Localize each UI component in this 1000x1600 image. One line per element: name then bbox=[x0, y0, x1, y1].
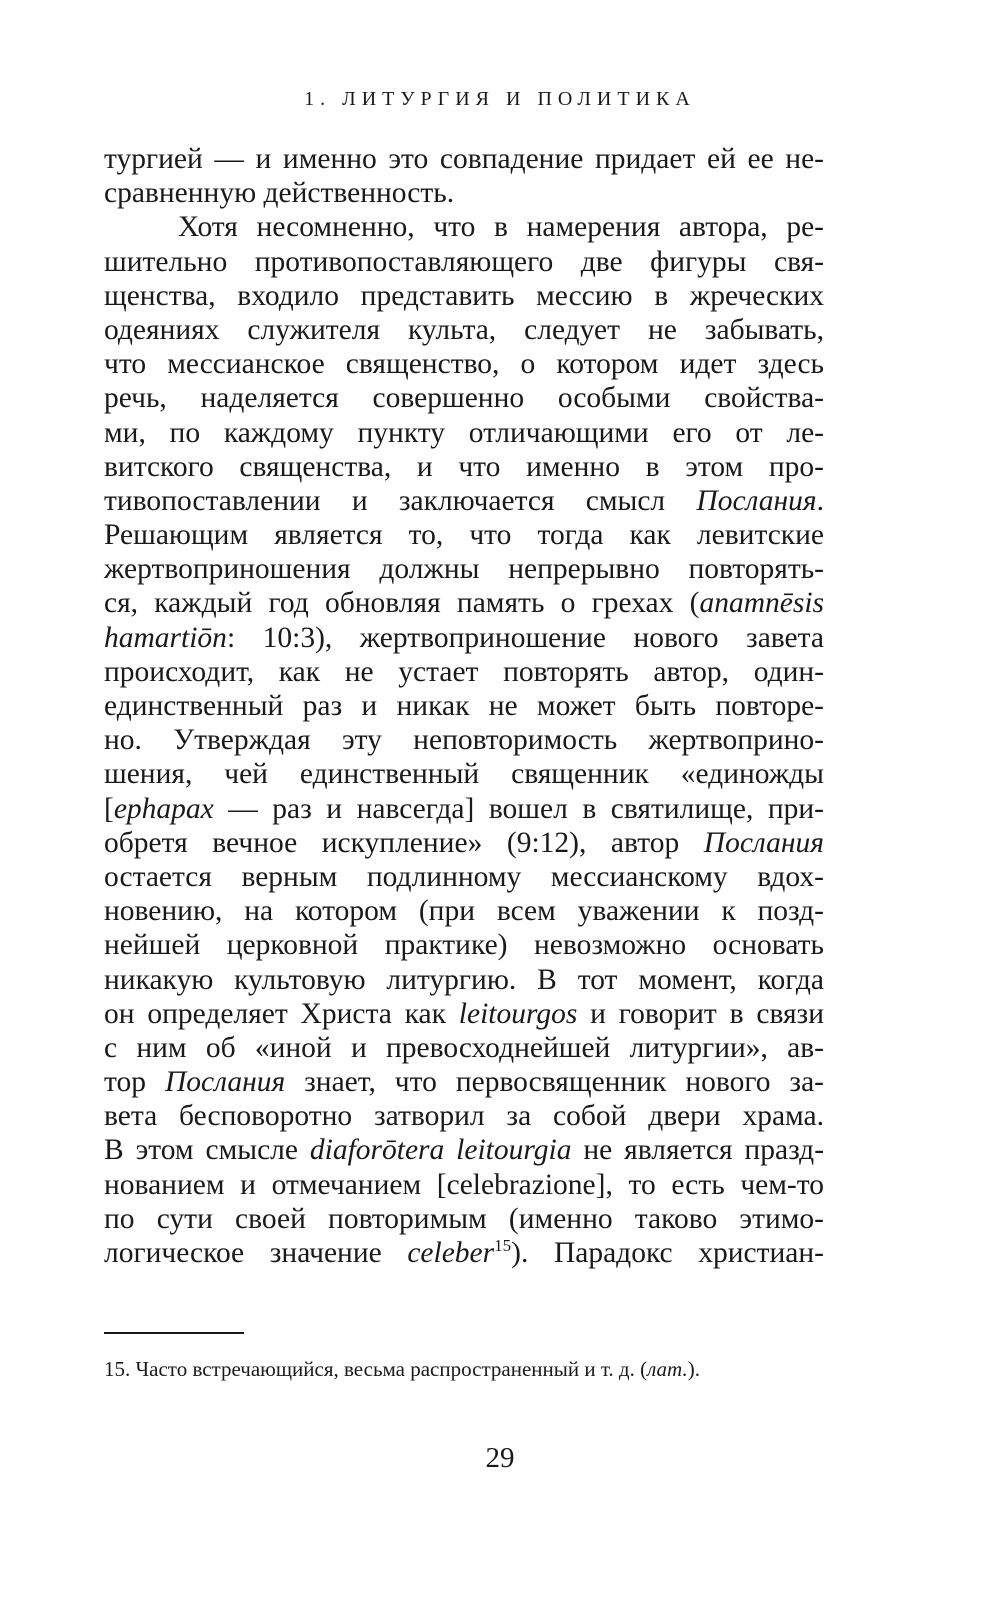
text-run: сравненную действенность. bbox=[104, 177, 455, 210]
text-line bbox=[104, 621, 824, 655]
text-line bbox=[104, 1031, 824, 1065]
text-run: он определяет Христа как bbox=[104, 997, 459, 1030]
italic-text: лат. bbox=[647, 1357, 688, 1381]
text-run: вета бесповоротно затворил за собой двери храма. bbox=[104, 1100, 824, 1133]
text-line bbox=[104, 176, 824, 210]
text-line bbox=[104, 963, 824, 997]
text-line bbox=[104, 279, 824, 313]
text-run: но. Утверждая эту неповторимость жертвоприно- bbox=[104, 724, 824, 757]
text-run: новению, на котором (при всем уважении к позд- bbox=[104, 895, 824, 928]
text-line bbox=[104, 450, 824, 484]
text-run: нейшей церковной практике) невозможно основать bbox=[104, 929, 824, 962]
text-run: происходит, как не устает повторять автор, один- bbox=[104, 655, 824, 688]
text-run: не является празд- bbox=[571, 1134, 825, 1167]
text-line bbox=[104, 347, 824, 381]
text-line bbox=[104, 313, 824, 347]
italic-text: leitourgos bbox=[458, 997, 578, 1030]
text-run: обретя вечное искупление» (9:12), автор bbox=[104, 826, 704, 859]
text-run: Решающим является то, что тогда как левитские bbox=[104, 519, 824, 552]
text-run: и говорит в связи bbox=[577, 997, 824, 1030]
text-run: остается верным подлинному мессианскому вдох- bbox=[104, 860, 824, 893]
text-run: шительно противопоставляющего две фигуры свя- bbox=[104, 245, 824, 278]
text-line bbox=[104, 1236, 824, 1270]
text-run: тор bbox=[104, 1066, 165, 1099]
text-run: речь, наделяется совершенно особыми свойства- bbox=[104, 382, 824, 415]
text-line bbox=[104, 484, 824, 518]
text-run: логическое значение bbox=[104, 1237, 408, 1269]
text-run: В этом смысле bbox=[104, 1134, 310, 1167]
text-run: ). Парадокс христиан- bbox=[511, 1237, 825, 1269]
text-run: — раз и навсегда] вошел в святилище, при- bbox=[213, 792, 824, 825]
text-run: по сути своей повторимым (именно таково этимо- bbox=[104, 1202, 824, 1235]
text-line bbox=[104, 142, 824, 176]
text-run: тургией — и именно это совпадение придает ей ее не- bbox=[104, 143, 824, 175]
text-line bbox=[104, 826, 824, 860]
text-line bbox=[104, 928, 824, 962]
text-line bbox=[104, 245, 824, 279]
text-line bbox=[104, 1168, 824, 1202]
text-line bbox=[104, 894, 824, 928]
text-line bbox=[104, 552, 824, 586]
footnote-reference: 15 bbox=[494, 1236, 512, 1256]
italic-text: anamnēsis bbox=[699, 587, 824, 620]
italic-text: diaforōtera leitourgia bbox=[309, 1134, 572, 1167]
main-text bbox=[104, 142, 824, 1270]
text-run: щенства, входило представить мессию в жреческих bbox=[104, 279, 824, 312]
text-line bbox=[104, 723, 824, 757]
text-run: 15. Часто встречающийся, весьма распространенный и т. д. ( bbox=[104, 1357, 648, 1381]
footnote bbox=[104, 1356, 824, 1382]
text-run: ся, каждый год обновляя память о грехах ( bbox=[104, 587, 700, 620]
text-line bbox=[104, 757, 824, 791]
italic-text: Послания bbox=[164, 1066, 286, 1099]
text-run: жертвоприношения должны непрерывно повторять- bbox=[104, 553, 824, 586]
italic-text: Послания bbox=[696, 484, 817, 517]
italic-text: Послания bbox=[703, 826, 824, 859]
text-line bbox=[104, 1065, 824, 1099]
text-run: знает, что первосвященник нового за- bbox=[285, 1066, 824, 1099]
text-line bbox=[104, 381, 824, 415]
text-run: ми, по каждому пункту отличающими его от ле- bbox=[104, 416, 824, 449]
text-run: Хотя несомненно, что в намерения автора, ре- bbox=[178, 211, 824, 244]
text-run: . bbox=[816, 484, 824, 517]
text-run: с ним об «иной и превосходнейшей литургии», ав- bbox=[104, 1031, 824, 1064]
text-line bbox=[104, 416, 824, 450]
text-line bbox=[104, 1099, 824, 1133]
text-run: шения, чей единственный священник «единожды bbox=[104, 758, 824, 791]
text-run: нованием и отмечанием [celebrazione], то есть чем-то bbox=[104, 1168, 824, 1201]
italic-text: hamartiōn bbox=[104, 621, 227, 654]
text-run: что мессианское священство, о котором идет здесь bbox=[104, 348, 824, 381]
text-run: единственный раз и никак не может быть повторе- bbox=[104, 690, 824, 722]
text-run: тивопоставлении и заключается смысл bbox=[104, 484, 697, 517]
text-run: одеяниях служителя культа, следует не забывать, bbox=[104, 313, 824, 346]
text-run: [ bbox=[104, 792, 114, 825]
footnote-divider bbox=[104, 1332, 244, 1334]
italic-text: celeber bbox=[407, 1237, 495, 1269]
text-line bbox=[104, 586, 824, 620]
text-run: никакую культовую литургию. В тот момент, когда bbox=[104, 963, 824, 996]
text-line bbox=[104, 860, 824, 894]
text-line bbox=[104, 1133, 824, 1167]
text-line bbox=[104, 689, 824, 723]
text-line bbox=[104, 518, 824, 552]
text-run: ). bbox=[687, 1357, 700, 1381]
text-run: витского священства, и что именно в этом про- bbox=[104, 450, 824, 483]
text-line bbox=[104, 997, 824, 1031]
text-line bbox=[104, 210, 824, 244]
text-line bbox=[104, 655, 824, 689]
running-head: 1. ЛИТУРГИЯ И ПОЛИТИКА bbox=[304, 88, 696, 110]
text-line bbox=[104, 792, 824, 826]
text-line bbox=[104, 1202, 824, 1236]
italic-text: ephapax bbox=[113, 792, 214, 825]
page-number: 29 bbox=[485, 1442, 515, 1474]
text-run: : 10:3), жертвоприношение нового завета bbox=[226, 621, 824, 654]
